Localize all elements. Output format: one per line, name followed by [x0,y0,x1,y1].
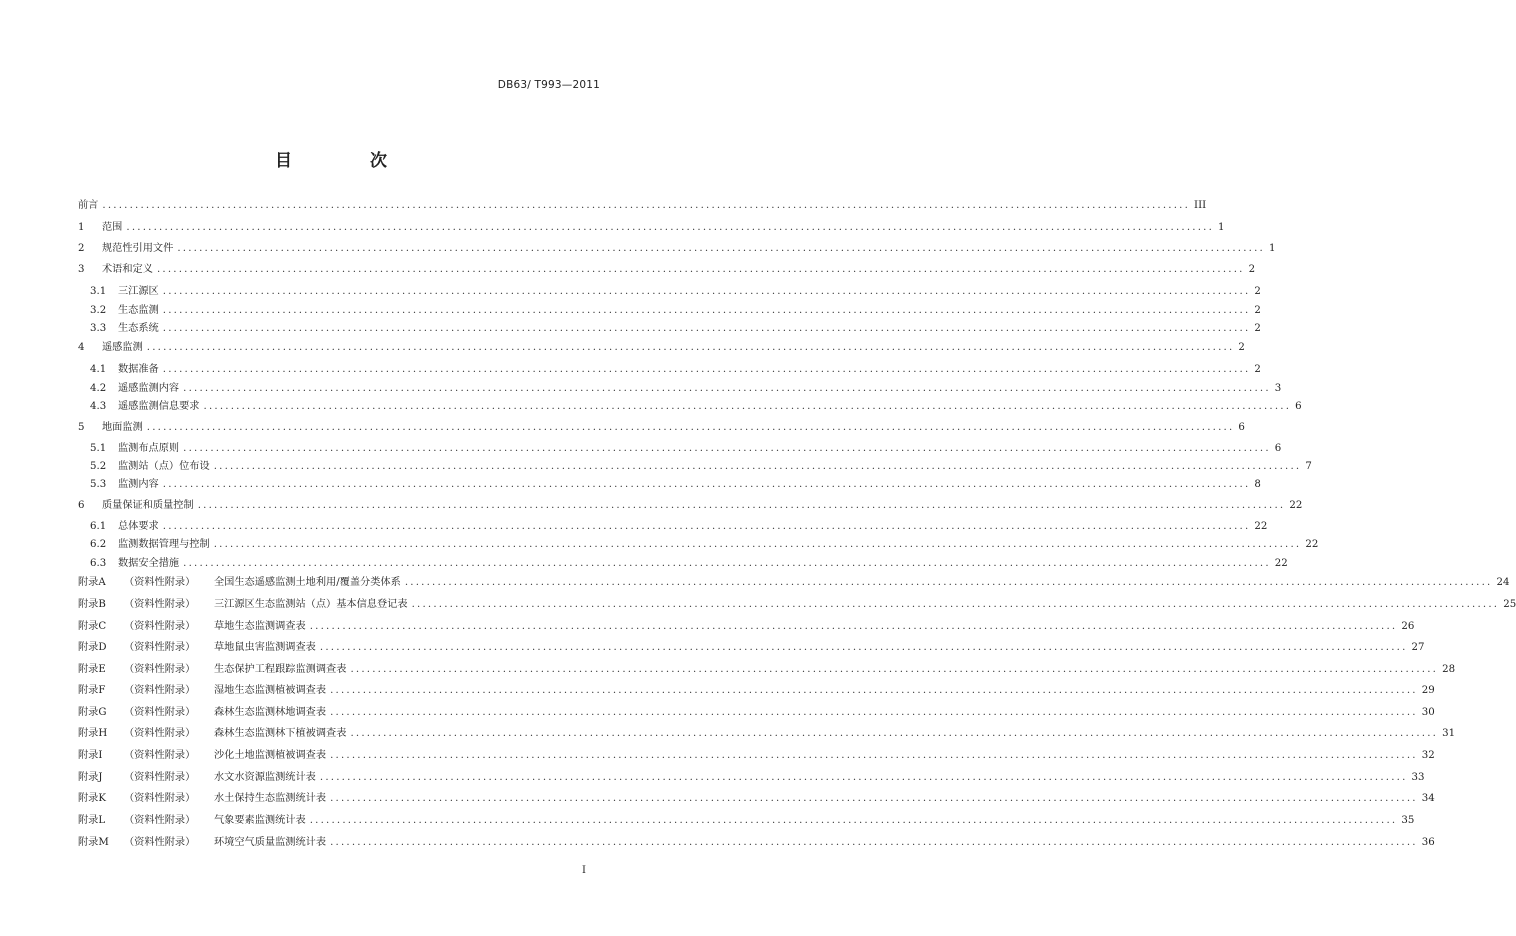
toc-entry[interactable] [90,442,1282,456]
toc-entry[interactable] [90,322,1261,336]
appendix-page: 30 [1421,707,1435,718]
dot-leader: ........................................................................................................................................................................................................ [183,443,1271,454]
toc-entry-label: 数据安全措施 [118,558,180,569]
dot-leader: ........................................................................................................................................................................................................ [330,750,1418,761]
appendix-title: 全国生态遥感监测土地利用/覆盖分类体系 [214,577,401,588]
appendix-kind: （资料性附录） [124,772,196,783]
dot-leader: ........................................................................................................................................................................................................ [404,577,1493,588]
toc-entry-label: 遥感监测 [102,342,143,353]
toc-entry[interactable] [78,263,1256,277]
toc-entry-page: 8 [1254,479,1261,490]
dot-leader: ........................................................................................................................................................................................................ [177,243,1265,254]
appendix-kind: （资料性附录） [124,642,196,653]
toc-entry-label: 监测布点原则 [118,443,180,454]
appendix-number: 附录F [78,685,106,696]
toc-entry-label: 监测站（点）位布设 [118,461,210,472]
toc-entry-label: 三江源区 [118,286,159,297]
toc-entry-label: 遥感监测信息要求 [118,401,200,412]
appendix-number: 附录I [78,750,103,761]
toc-entry-page: 3 [1274,383,1282,394]
appendix-entry[interactable] [78,620,1415,634]
appendix-entry[interactable] [78,771,1425,785]
dot-leader: ........................................................................................................................................................................................................ [102,200,1191,211]
appendix-title: 水土保持生态监测统计表 [214,793,327,804]
appendix-entry[interactable] [78,663,1456,677]
appendix-number: 附录A [78,577,106,588]
dot-leader: ........................................................................................................................................................................................................ [162,286,1251,297]
dot-leader: ........................................................................................................................................................................................................ [183,383,1271,394]
dot-leader: ........................................................................................................................................................................................................ [213,461,1302,472]
dot-leader: ........................................................................................................................................................................................................ [213,539,1302,550]
appendix-number: 附录E [78,664,106,675]
toc-entry-label: 质量保证和质量控制 [102,500,194,511]
appendix-kind: （资料性附录） [124,728,196,739]
dot-leader: ........................................................................................................................................................................................................ [162,521,1251,532]
appendix-title: 森林生态监测林下植被调查表 [214,728,347,739]
toc-entry-number: 3.3 [90,323,107,334]
toc-entry-page: 6 [1274,443,1282,454]
toc-entry[interactable] [78,421,1245,435]
toc-entry[interactable] [78,499,1303,513]
toc-entry[interactable] [78,242,1276,256]
appendix-page: 36 [1421,837,1435,848]
appendix-title: 湿地生态监测植被调查表 [214,685,327,696]
appendix-page: 27 [1411,642,1425,653]
appendix-kind: （资料性附录） [124,815,196,826]
document-code: DB63/ T993—2011 [497,79,600,91]
toc-entry-label: 前言 [78,200,99,211]
appendix-title: 沙化土地监测植被调查表 [214,750,327,761]
appendix-entry[interactable] [78,836,1435,850]
dot-leader: ........................................................................................................................................................................................................ [319,642,1408,653]
dot-leader: ........................................................................................................................................................................................................ [330,837,1418,848]
toc-entry-page: 22 [1305,539,1319,550]
appendix-page: 28 [1442,664,1456,675]
appendix-number: 附录M [78,837,109,848]
toc-entry-number: 6.2 [90,539,107,550]
appendix-kind: （资料性附录） [124,837,196,848]
appendix-entry[interactable] [78,576,1510,590]
toc-entry-number: 5 [78,422,85,433]
toc-entry-number: 4.2 [90,383,107,394]
dot-leader: ........................................................................................................................................................................................................ [309,621,1398,632]
appendix-page: 25 [1503,599,1516,610]
toc-entry-page: 1 [1218,222,1225,233]
appendix-number: 附录B [78,599,106,610]
appendix-kind: （资料性附录） [124,621,196,632]
dot-leader: ........................................................................................................................................................................................................ [162,323,1251,334]
appendix-entry[interactable] [78,727,1456,741]
page-title: 目 次 [275,151,423,171]
appendix-number: 附录C [78,621,107,632]
appendix-title: 生态保护工程跟踪监测调查表 [214,664,347,675]
toc-entry-number: 3.1 [90,286,107,297]
dot-leader: ........................................................................................................................................................................................................ [156,264,1245,275]
appendix-entry[interactable] [78,684,1435,698]
dot-leader: ........................................................................................................................................................................................................ [319,772,1408,783]
appendix-title: 环境空气质量监测统计表 [214,837,327,848]
appendix-title: 三江源区生态监测站（点）基本信息登记表 [214,599,408,610]
dot-leader: ........................................................................................................................................................................................................ [350,728,1439,739]
toc-entry-label: 生态系统 [118,323,159,334]
toc-entry-page: 2 [1254,286,1261,297]
toc-entry-page: 2 [1238,342,1245,353]
page-number: I [582,865,586,876]
toc-entry[interactable] [90,363,1261,377]
dot-leader: ........................................................................................................................................................................................................ [162,364,1251,375]
dot-leader: ........................................................................................................................................................................................................ [162,479,1251,490]
appendix-page: 29 [1421,685,1435,696]
toc-entry-page: 7 [1305,461,1312,472]
appendix-kind: （资料性附录） [124,793,196,804]
toc-entry[interactable] [90,382,1282,396]
toc-entry-label: 总体要求 [118,521,159,532]
toc-entry-label: 数据准备 [118,364,159,375]
appendix-number: 附录L [78,815,106,826]
dot-leader: ........................................................................................................................................................................................................ [411,599,1500,610]
appendix-entry[interactable] [78,641,1425,655]
appendix-kind: （资料性附录） [124,750,196,761]
dot-leader: ........................................................................................................................................................................................................ [146,342,1235,353]
toc-entry-number: 4.3 [90,401,107,412]
toc-entry-label: 监测数据管理与控制 [118,539,210,550]
toc-entry-label: 范围 [102,222,123,233]
toc-entry-label: 地面监测 [102,422,143,433]
toc-entry-number: 6.3 [90,558,107,569]
toc-entry-number: 2 [78,243,85,254]
appendix-title: 草地生态监测调查表 [214,621,306,632]
appendix-page: 26 [1401,621,1415,632]
toc-entry-number: 4 [78,342,85,353]
toc-entry-page: 2 [1248,264,1256,275]
appendix-page: 24 [1496,577,1510,588]
toc-entry[interactable] [90,285,1261,299]
dot-leader: ........................................................................................................................................................................................................ [146,422,1235,433]
dot-leader: ........................................................................................................................................................................................................ [162,305,1251,316]
appendix-entry[interactable] [78,706,1435,720]
dot-leader: ........................................................................................................................................................................................................ [350,664,1439,675]
toc-entry-number: 5.3 [90,479,107,490]
appendix-page: 32 [1421,750,1435,761]
appendix-entry[interactable] [78,792,1435,806]
toc-entry-label: 规范性引用文件 [102,243,174,254]
appendix-entry[interactable] [78,814,1415,828]
toc-entry[interactable] [90,520,1268,534]
appendix-title: 气象要素监测统计表 [214,815,306,826]
toc-entry-page: III [1194,200,1207,211]
toc-entry[interactable] [90,538,1319,552]
toc-entry-page: 1 [1268,243,1276,254]
dot-leader: ........................................................................................................................................................................................................ [183,558,1271,569]
toc-entry[interactable] [78,221,1225,235]
toc-entry-label: 遥感监测内容 [118,383,180,394]
appendix-number: 附录K [78,793,106,804]
appendix-kind: （资料性附录） [124,577,196,588]
toc-entry-page: 6 [1295,401,1302,412]
toc-entry-number: 5.1 [90,443,107,454]
dot-leader: ........................................................................................................................................................................................................ [197,500,1286,511]
toc-entry[interactable] [90,304,1261,318]
appendix-page: 33 [1411,772,1425,783]
toc-entry[interactable] [90,478,1261,492]
appendix-page: 34 [1421,793,1435,804]
toc-entry-page: 2 [1254,364,1261,375]
toc-entry[interactable] [90,460,1312,474]
appendix-page: 35 [1401,815,1415,826]
appendix-page: 31 [1442,728,1456,739]
toc-entry-page: 22 [1289,500,1303,511]
toc-entry-label: 术语和定义 [102,264,153,275]
appendix-title: 森林生态监测林地调查表 [214,707,327,718]
appendix-kind: （资料性附录） [124,707,196,718]
toc-entry-number: 4.1 [90,364,107,375]
appendix-title: 水文水资源监测统计表 [214,772,316,783]
appendix-title: 草地鼠虫害监测调查表 [214,642,316,653]
appendix-number: 附录J [78,772,103,783]
toc-entry-page: 22 [1274,558,1288,569]
toc-entry-number: 3.2 [90,305,107,316]
dot-leader: ........................................................................................................................................................................................................ [330,685,1418,696]
toc-entry-number: 1 [78,222,85,233]
dot-leader: ........................................................................................................................................................................................................ [126,222,1215,233]
appendix-number: 附录G [78,707,107,718]
appendix-kind: （资料性附录） [124,685,196,696]
dot-leader: ........................................................................................................................................................................................................ [330,793,1418,804]
toc-entry-page: 22 [1254,521,1268,532]
toc-entry[interactable] [78,341,1245,355]
toc-entry-number: 5.2 [90,461,107,472]
appendix-entry[interactable] [78,598,1516,612]
dot-leader: ........................................................................................................................................................................................................ [330,707,1418,718]
appendix-kind: （资料性附录） [124,664,196,675]
toc-entry[interactable] [90,557,1288,571]
toc-entry-number: 6.1 [90,521,107,532]
toc-entry[interactable] [78,199,1207,213]
appendix-number: 附录D [78,642,107,653]
appendix-number: 附录H [78,728,108,739]
toc-entry-label: 监测内容 [118,479,159,490]
toc-entry-page: 2 [1254,305,1261,316]
toc-entry[interactable] [90,400,1302,414]
dot-leader: ........................................................................................................................................................................................................ [203,401,1292,412]
toc-entry-page: 6 [1238,422,1245,433]
dot-leader: ........................................................................................................................................................................................................ [309,815,1398,826]
toc-entry-number: 6 [78,500,85,511]
appendix-kind: （资料性附录） [124,599,196,610]
appendix-entry[interactable] [78,749,1435,763]
toc-entry-page: 2 [1254,323,1261,334]
toc-entry-label: 生态监测 [118,305,159,316]
toc-entry-number: 3 [78,264,85,275]
